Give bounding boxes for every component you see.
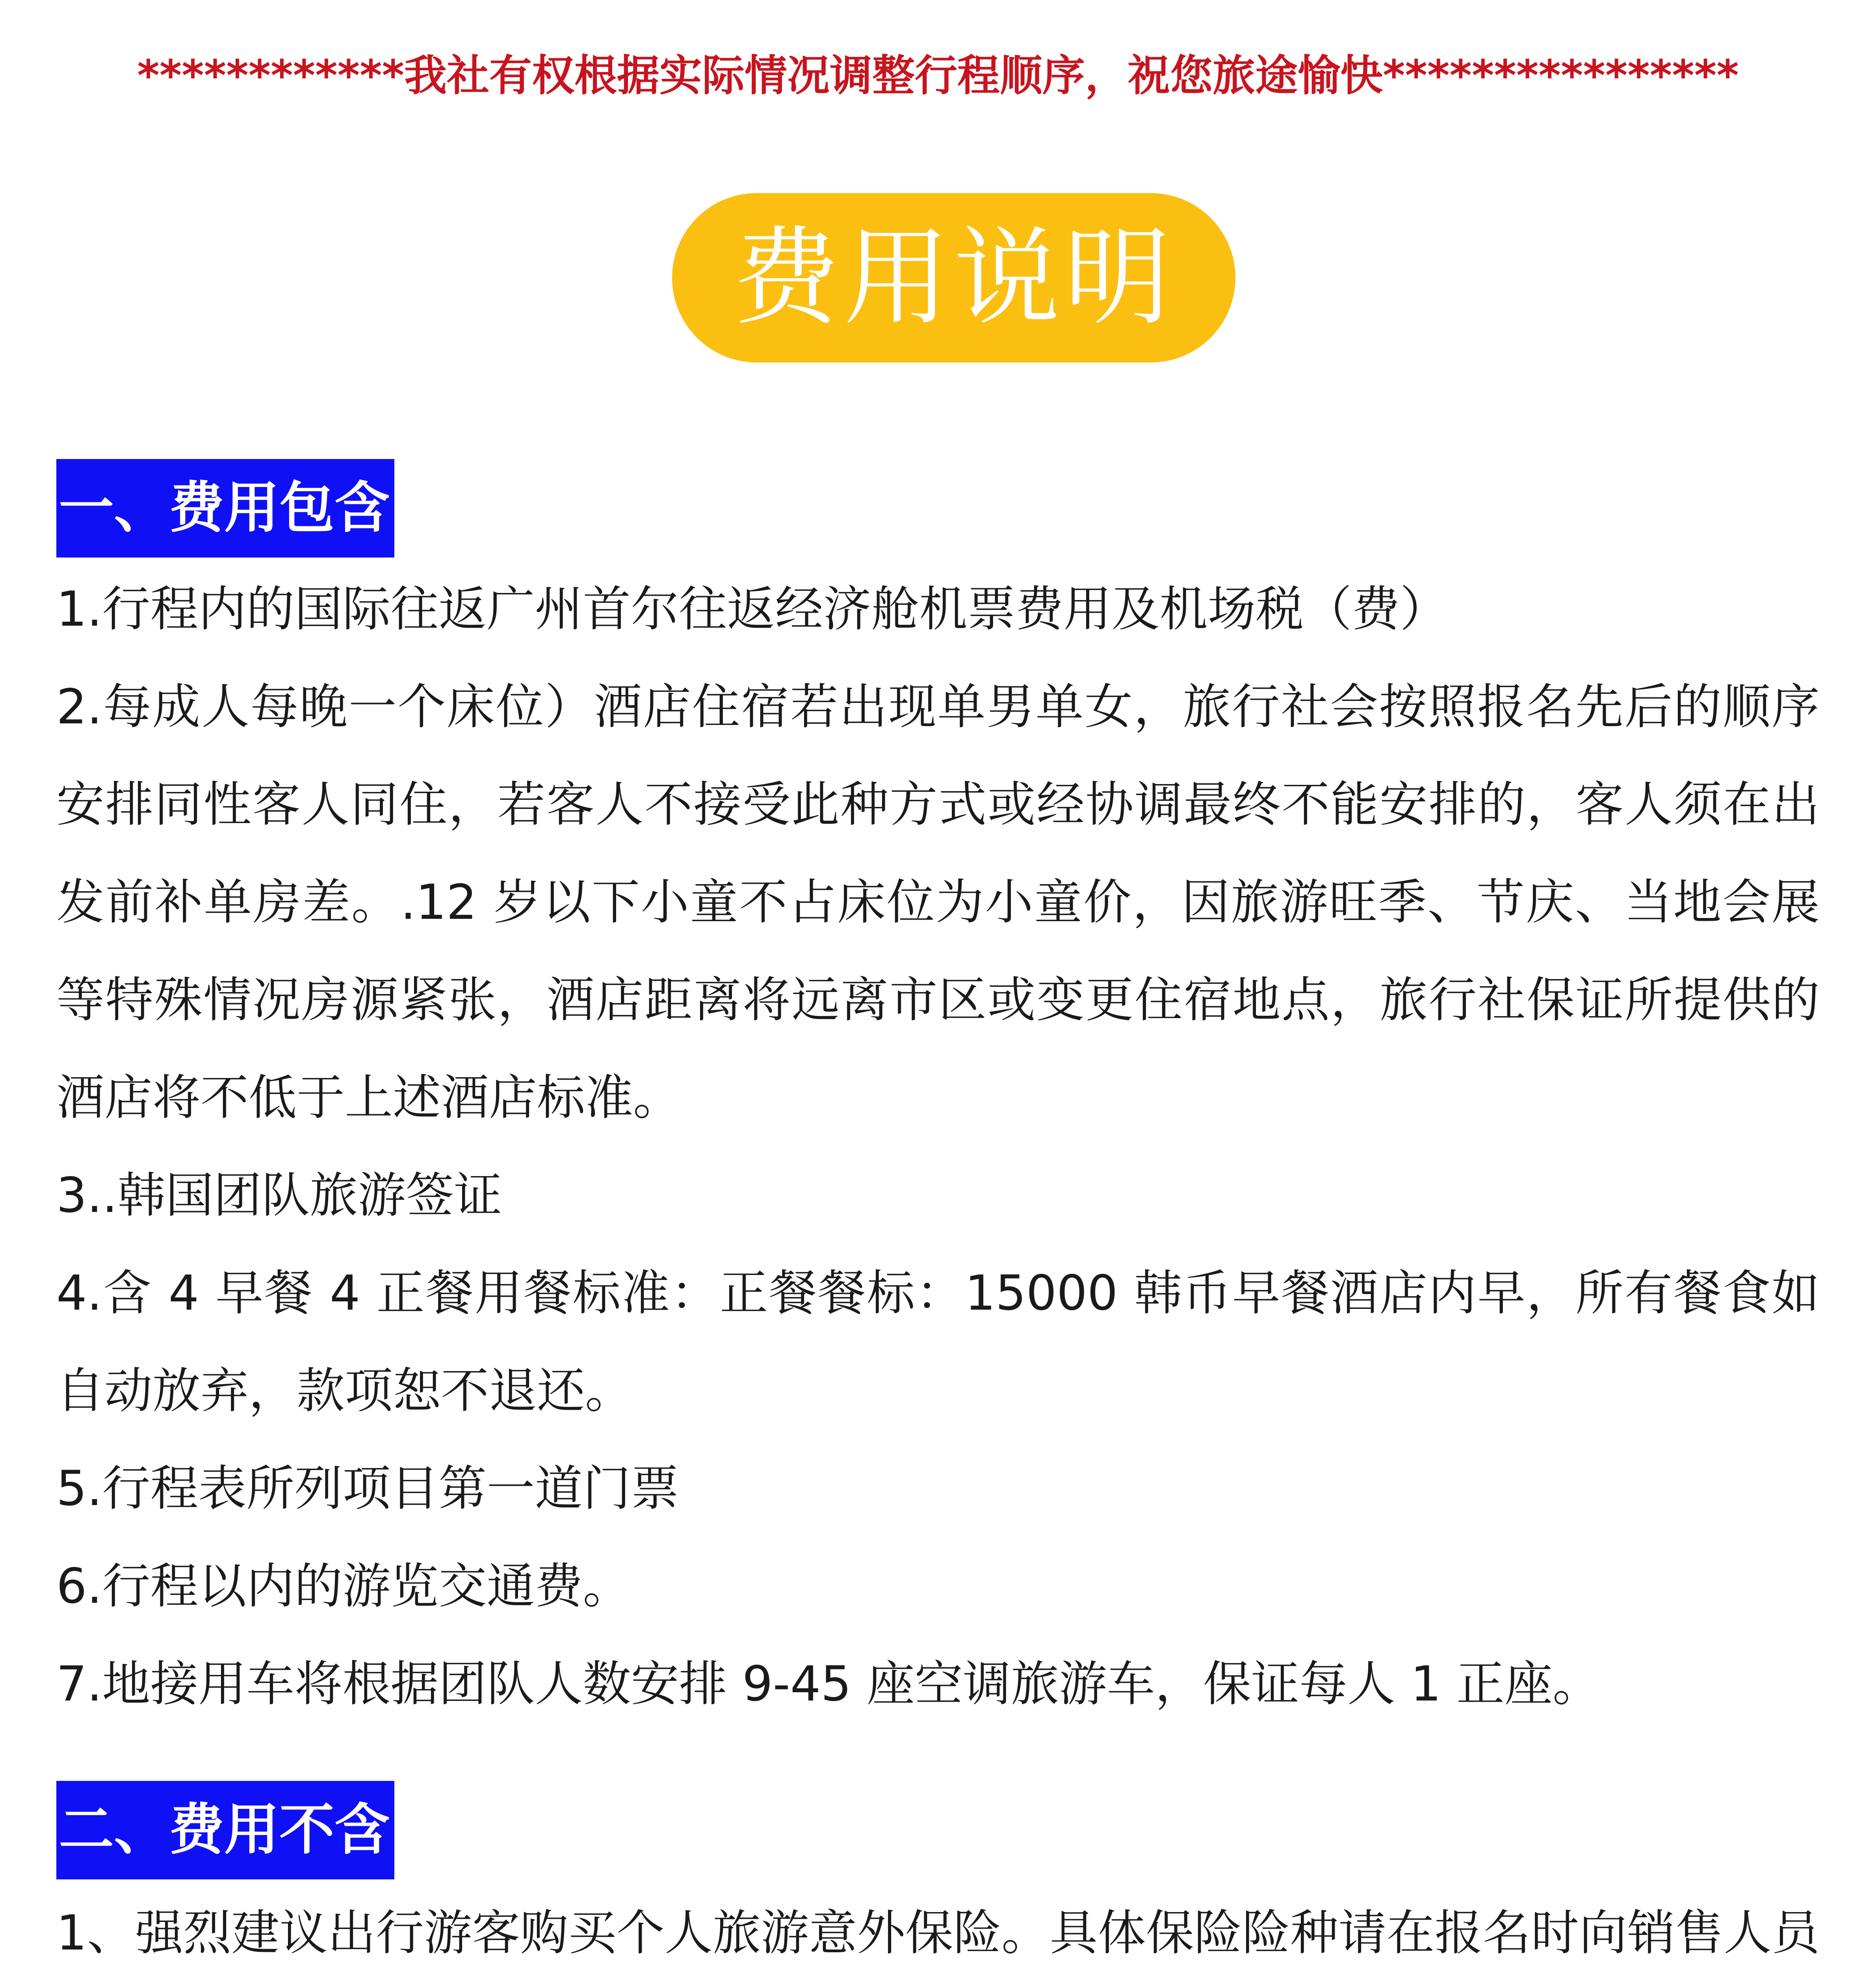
included-item-7: 7.地接用车将根据团队人数安排 9-45 座空调旅游车，保证每人 1 正座。 [56, 1656, 1601, 1712]
included-item-4: 4.含 4 早餐 4 正餐用餐标准：正餐餐标：15000 韩币早餐酒店内早，所有餐食如自动放弃，款项恕不退还。 [56, 1265, 1820, 1419]
included-item-1: 1.行程内的国际往返广州首尔往返经济舱机票费用及机场税（费） [56, 581, 1448, 637]
section-heading-included: 一、费用包含 [56, 459, 394, 558]
section-heading-excluded: 二、费用不含 [56, 1781, 394, 1879]
excluded-list [56, 1884, 1820, 1970]
itinerary-notice: ************我社有权根据实际情况调整行程顺序，祝您旅途愉快**************** [137, 51, 1739, 100]
included-item-5: 5.行程表所列项目第一道门票 [56, 1461, 679, 1517]
included-list [56, 560, 1820, 1733]
title-badge [672, 193, 1235, 362]
included-item-2: 2.每成人每晚一个床位）酒店住宿若出现单男单女，旅行社会按照报名先后的顺序安排同性客人同住，若客人不接受此种方式或经协调最终不能安排的，客人须在出发前补单房差。.12 岁以下小童不占床位为小童价，因旅游旺季、节庆、当地会展等特殊情况房源紧张，酒店距离将远离市区或变更住宿地点，旅行社保证所提供的酒店将不低于上述酒店标准。 [56, 679, 1820, 1126]
included-item-3: 3..韩国团队旅游签证 [56, 1167, 502, 1223]
excluded-item-1: 1、强烈建议出行游客购买个人旅游意外保险。具体保险险种请在报名时向销售人员 [56, 1905, 1820, 1961]
included-item-6: 6.行程以内的游览交通费。 [56, 1558, 631, 1614]
page-title: 费用说明 [733, 216, 1174, 340]
